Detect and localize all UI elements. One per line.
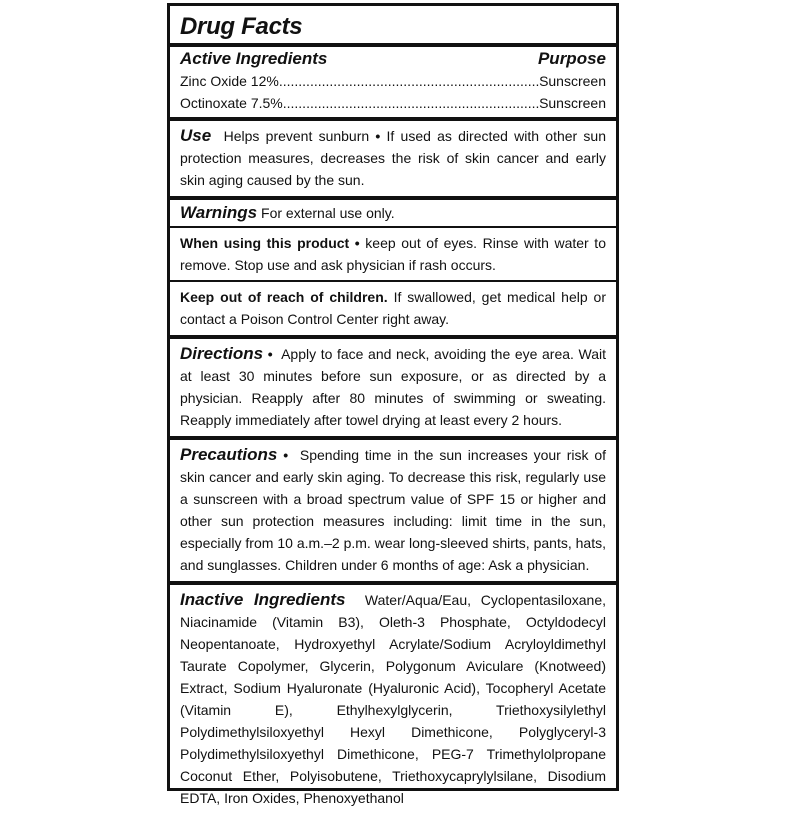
directions-section — [180, 339, 606, 435]
inactive-ingredients-text: Water/Aqua/Eau, Cyclopentasiloxane, Niacinamide (Vitamin B3), Oleth-3 Phosphate, Octyldodecyl Neopentanoate, Hydroxyethyl Acrylate/Sodium Acryloyldimethyl Taurate Copolymer, Glycerin, Polygonum Aviculare (Knotweed) Extract, Sodium Hyaluronate (Hyaluronic Acid), Tocopheryl Acetate (Vitamin E), Ethylhexylglycerin, Triethoxysilylethyl Polydimethylsiloxyethyl Hexyl Dimethicone, Polyglyceryl-3 Polydimethylsiloxyethyl Dimethicone, PEG-7 Trimethylolpropane Coconut Ether, Polyisobutene, Triethoxycaprylylsilane, Disodium EDTA, Iron Oxides, Phenoxyethanol — [180, 592, 607, 806]
bullet-icon: • — [267, 346, 273, 362]
when-using-label: When using this product — [180, 235, 350, 251]
ingredient-name: Zinc Oxide 12% — [180, 73, 279, 89]
drug-facts-title: Drug Facts — [180, 13, 303, 40]
precautions-heading: Precautions — [180, 445, 278, 464]
when-using-section — [180, 228, 606, 280]
use-section — [180, 121, 606, 195]
bullet-icon: • — [283, 447, 289, 463]
keep-out-text: If swallowed, get medical help or contact a Poison Control Center right away. — [180, 289, 607, 327]
when-using-text: keep out of eyes. Rinse with water to remove. Stop use and ask physician if rash occurs. — [180, 235, 606, 273]
ingredient-purpose: Sunscreen — [539, 95, 606, 111]
keep-out-label: Keep out of reach of children. — [180, 289, 388, 305]
warnings-section — [180, 200, 606, 226]
dot-leader — [279, 70, 539, 92]
directions-heading: Directions — [180, 344, 264, 363]
inactive-ingredients-section — [180, 585, 606, 813]
use-heading: Use — [180, 126, 212, 145]
ingredient-row — [180, 70, 606, 92]
warnings-text: For external use only. — [261, 205, 395, 221]
active-ingredients-header — [180, 48, 606, 70]
warnings-heading: Warnings — [180, 203, 258, 222]
ingredient-name: Octinoxate 7.5% — [180, 95, 283, 111]
keep-out-section — [180, 282, 606, 334]
ingredient-row — [180, 92, 606, 114]
bullet-icon: • — [375, 128, 381, 144]
active-ingredients-heading: Active Ingredients — [180, 49, 328, 68]
purpose-heading: Purpose — [537, 49, 606, 68]
ingredient-purpose: Sunscreen — [539, 73, 606, 89]
divider — [170, 43, 616, 47]
use-text: If used as directed with other sun protection measures, decreases the risk of skin cancer and early skin aging caused by the sun. — [180, 128, 607, 188]
precautions-text: Spending time in the sun increases your risk of skin cancer and early skin aging. To decrease this risk, regularly use a sunscreen with a broad spectrum value of SPF 15 or higher and other sun protection measures including: limit time in the sun, especially from 10 a.m.–2 p.m. wear long-sleeved shirts, pants, hats, and sunglasses. Children under 6 months of age: Ask a physician. — [180, 447, 607, 573]
directions-text: Apply to face and neck, avoiding the eye area. Wait at least 30 minutes before sun exposure, or as directed by a physician. Reapply after 80 minutes of swimming or sweating. Reapply immediately after towel drying at least every 2 hours. — [180, 346, 607, 428]
use-text: Helps prevent sunburn — [223, 128, 370, 144]
dot-leader — [283, 92, 539, 114]
drug-facts-panel — [167, 3, 619, 806]
inactive-ingredients-heading: Inactive Ingredients — [180, 590, 346, 609]
bullet-icon: • — [354, 235, 360, 251]
precautions-section — [180, 440, 606, 580]
